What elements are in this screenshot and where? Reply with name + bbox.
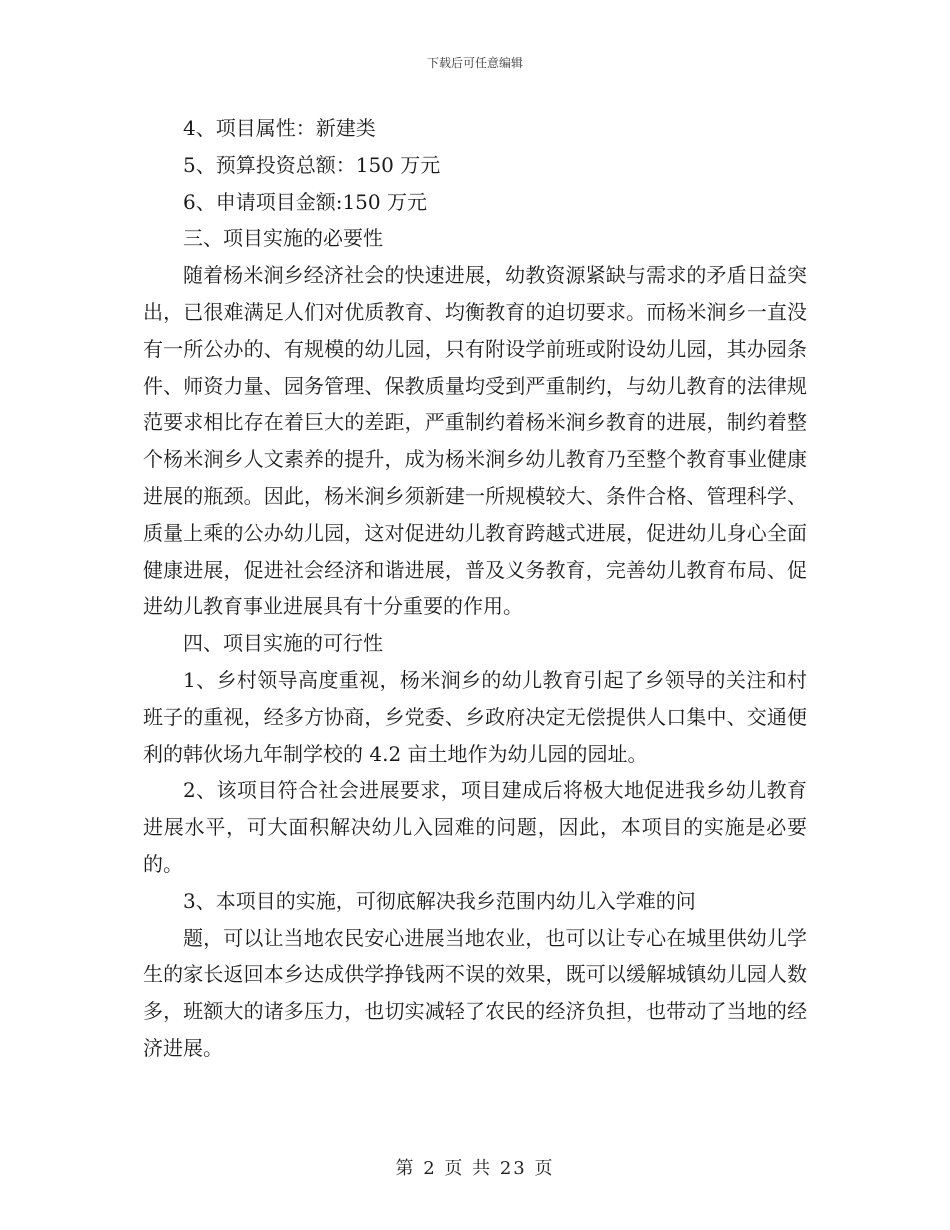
page-number-footer: 第 2 页 共 23 页 [395,1158,555,1179]
item-applied-amount: 6、申请项目金额:150 万元 [183,189,427,214]
paragraph-feasibility-3-start: 3、本项目的实施，可彻底解决我乡范围内幼儿入学难的问 [183,888,696,913]
document-body [143,110,807,1067]
paragraph-feasibility-2: 2、该项目符合社会进展要求，项目建成后将极大地促进我乡幼儿教育进展水平，可大面积解决幼儿入园难的问题，因此，本项目的实施是必要的。 [143,778,807,876]
paragraph-feasibility-1: 1、乡村领导高度重视，杨米涧乡的幼儿教育引起了乡领导的关注和村班子的重视，经多方协商，乡党委、乡政府决定无偿提供人口集中、交通便利的韩伙场九年制学校的 4.2 亩土地作为幼儿园的园址。 [143,667,807,766]
paragraph-necessity: 随着杨米涧乡经济社会的快速进展，幼教资源紧缺与需求的矛盾日益突出，已很难满足人们对优质教育、均衡教育的迫切要求。而杨米涧乡一直没有一所公办的、有规模的幼儿园，只有附设学前班或附设幼儿园，其办园条件、师资力量、园务管理、保教质量均受到严重制约，与幼儿教育的法律规范要求相比存在着巨大的差距，严重制约着杨米涧乡教育的进展，制约着整个杨米涧乡人文素养的提升，成为杨米涧乡幼儿教育乃至整个教育事业健康进展的瓶颈。因此，杨米涧乡须新建一所规模较大、条件合格、管理科学、质量上乘的公办幼儿园，这对促进幼儿教育跨越式进展，促进幼儿身心全面健康进展，促进社会经济和谐进展，普及义务教育，完善幼儿教育布局、促进幼儿教育事业进展具有十分重要的作用。 [143,263,807,619]
section-heading-feasibility: 四、项目实施的可行性 [183,631,383,656]
section-heading-necessity: 三、项目实施的必要性 [183,226,383,251]
item-budget-total: 5、预算投资总额：150 万元 [183,152,441,177]
page-header-note: 下载后可任意编辑 [426,56,523,70]
paragraph-feasibility-3-continued: 题，可以让当地农民安心进展当地农业，也可以让专心在城里供幼儿学生的家长返回本乡达成供学挣钱两不误的效果，既可以缓解城镇幼儿园人数多，班额大的诸多压力，也切实减轻了农民的经济负担，也带动了当地的经济进展。 [143,925,807,1060]
item-project-attribute: 4、项目属性：新建类 [183,116,376,140]
